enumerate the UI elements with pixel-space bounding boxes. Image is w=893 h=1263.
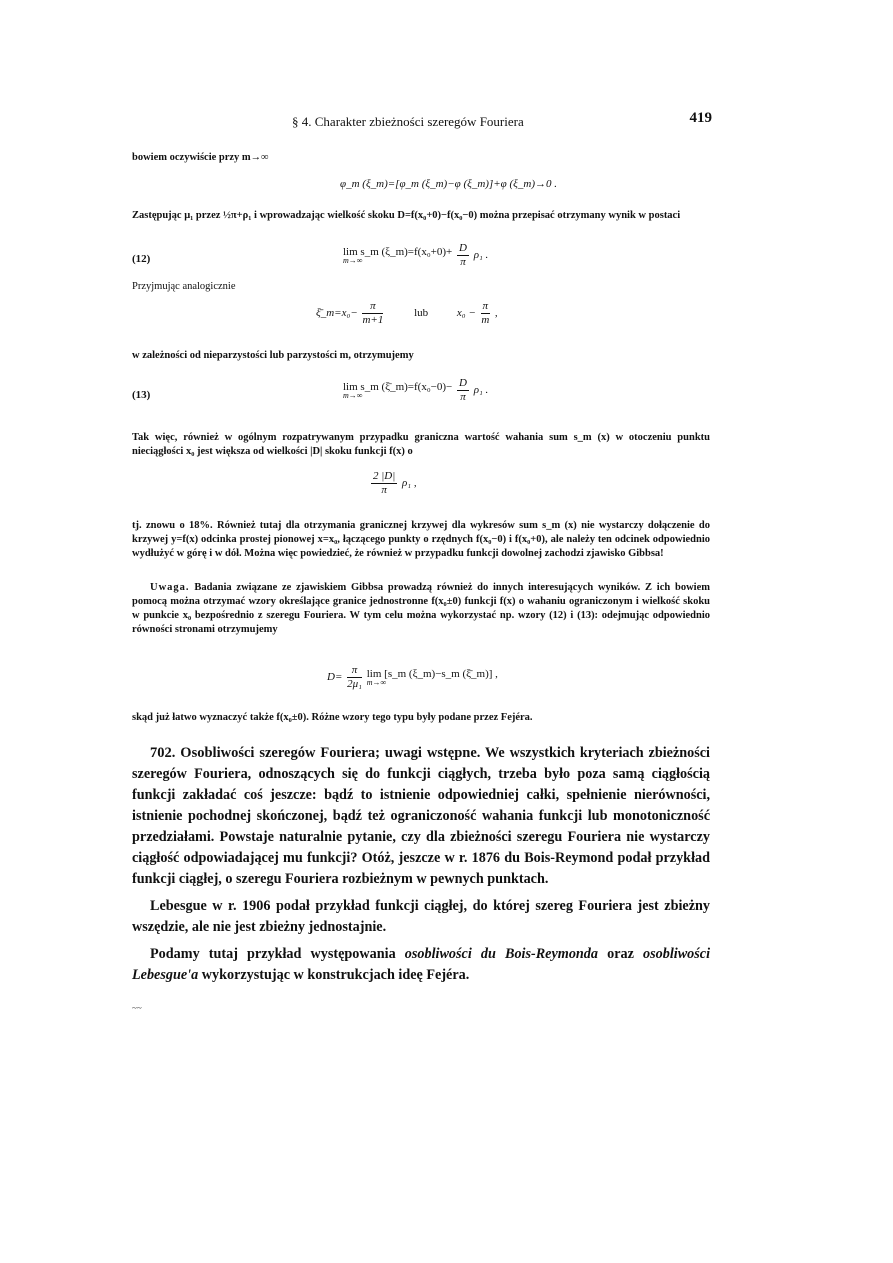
equation-Dlim-limsub: m→∞ [366,678,387,687]
equation-13 [343,377,488,404]
equation-Dlim-num: π [347,664,362,678]
paragraph-6: tj. znowu o 18%. Również tutaj dla otrzymania granicznej krzywej dla wykresów sum s_m (x) nie wystarczy dołączenie do krzywej y=f(x) odcinka prostej pionowej x=x₀, łączącego punkty o rzędnych f(x₀−0) i f(x₀+0), ale należy ten odcinek odpowiednio wydłużyć w górę i w dół. Można więc powiedzieć, że również w przypadku funkcji dowolnej zachodzi zjawisko Gibbsa! [132,520,710,559]
section-702-heading: 702. Osobliwości szeregów Fouriera; uwagi wstępne. [150,745,481,761]
equation-xi [316,300,498,327]
equation-D-den: π [381,484,387,496]
equation-xi-end: , [494,307,498,320]
section-702-text: We wszystkich kryteriach zbieżności szeregów Fouriera, odnoszących się do funkcji ciągłych, trzeba było poza samą ciągłością funkcji zakładać coś jeszcze: bądź to istnienie odpowiedniej całki, spełnienie nierówności, istnienie pochodnej skończonej, bądź też ograniczoność wahania funkcji lub monotoniczność przedziałami. Powstaje naturalnie pytanie, czy dla zbieżności szeregu Fouriera nie wystarczy ciągłość odpowiadającej mu funkcji? Otóż, jeszcze w r. 1876 du Bois-Reymond podał przykład funkcji ciągłej, o szeregu Fouriera rozbieżnym w pewnych punktach. [132,745,710,887]
section-702-p3-b: oraz [607,946,634,962]
paragraph-5: Tak więc, również w ogólnym rozpatrywanym przypadku graniczna wartość wahania sum s_m (x) w otoczeniu punktu nieciągłości x₀ jest większa od wielkości |D| skoku funkcji f(x) o [132,432,710,457]
equation-D-excess [369,470,417,497]
header-title: § 4. Charakter zbieżności szeregów Fouriera [292,114,524,129]
equation-xi-den2: m [481,314,490,326]
section-702-p3-italic-1: osobliwości du Bois-Reymonda [404,946,598,962]
equation-label-12: (12) [132,253,151,265]
paragraph-2: Zastępując μ₁ przez ½π+ρ₁ i wprowadzając wielkość skoku D=f(x₀+0)−f(x₀−0) można przepisać otrzymany wynik w postaci [132,210,681,221]
equation-phi: φ_m (ξ_m)=[φ_m (ξ_m)−φ (ξ_m)]+φ (ξ_m)→0 . [340,178,557,190]
section-702-p3-c: wykorzystując w konstrukcjach ideę Fejéra. [201,967,470,983]
paragraph-4: w zależności od nieparzystości lub parzystości m, otrzymujemy [132,350,414,361]
equation-13-limsub: m→∞ [343,391,363,400]
equation-13-tail: ρ₁ . [473,384,489,397]
equation-D-limit [327,664,498,691]
section-702-para-3 [132,944,710,986]
equation-13-num: D [458,377,467,389]
paragraph-3: Przyjmując analogicznie [132,281,236,292]
page-number: 419 [689,110,712,126]
equation-D-tail: ρ₁ , [402,477,417,490]
equation-12-den: π [460,256,466,268]
equation-xi-num1: π [362,300,383,314]
equation-13-den: π [460,391,466,403]
footer-mark: ~~ [132,1003,142,1013]
equation-xi-lhs: ξ̄_m=x₀− [316,307,358,320]
equation-label-13: (13) [132,389,151,401]
equation-12-lhs: lim s_m (ξ_m)=f(x₀+0)+ [343,246,453,258]
equation-xi-rhs: x₀ − [456,307,476,320]
paragraph-1: bowiem oczywiście przy m→∞ [132,152,269,163]
equation-12-tail: ρ₁ . [473,249,489,262]
equation-12-limsub: m→∞ [343,256,363,265]
section-702-para-2: Lebesgue w r. 1906 podał przykład funkcji ciągłej, do której szereg Fouriera jest zbieżny wszędzie, ale nie jest zbieżny jednostajnie. [132,898,710,935]
equation-12-num: D [458,242,467,254]
equation-D-num: 2 |D| [373,470,396,482]
equation-xi-num2: π [482,300,489,312]
equation-Dlim-den: 2μ₁ [347,678,362,690]
equation-Dlim-lhs: D= [327,671,343,684]
section-702-p3-a: Podamy tutaj przykład występowania [150,946,396,962]
section-702-para-1 [132,743,710,890]
remark-text: Badania związane ze zjawiskiem Gibbsa prowadzą również do innych interesujących wyników. Z ich bowiem pomocą można otrzymać wzory określające granice jednostronne f(x₀±0) funkcji f(x) o wahaniu ograniczonym i wielkość skoku w punkcie x₀ bezpośrednio z szeregu Fouriera. W tym celu można wykorzystać np. wzory (12) i (13): odejmując odpowiednio równości stronami otrzymujemy [132,582,710,635]
section-702 [132,743,710,986]
remark-lead: Uwaga. [150,582,190,593]
section-702-p3-italic-2: osobliwości Lebesgue'a [132,946,711,983]
paragraph-7 [132,581,710,637]
equation-13-lhs: lim s_m (ξ̄_m)=f(x₀−0)− [343,381,453,393]
equation-Dlim-body: lim [s_m (ξ_m)−s_m (ξ̄_m)] , [366,668,498,680]
equation-xi-or: lub [414,307,429,320]
equation-12 [343,242,488,269]
paragraph-8: skąd już łatwo wyznaczyć także f(x₀±0). Różne wzory tego typu były podane przez Fejéra. [132,712,533,723]
equation-xi-den1: m+1 [362,314,384,326]
